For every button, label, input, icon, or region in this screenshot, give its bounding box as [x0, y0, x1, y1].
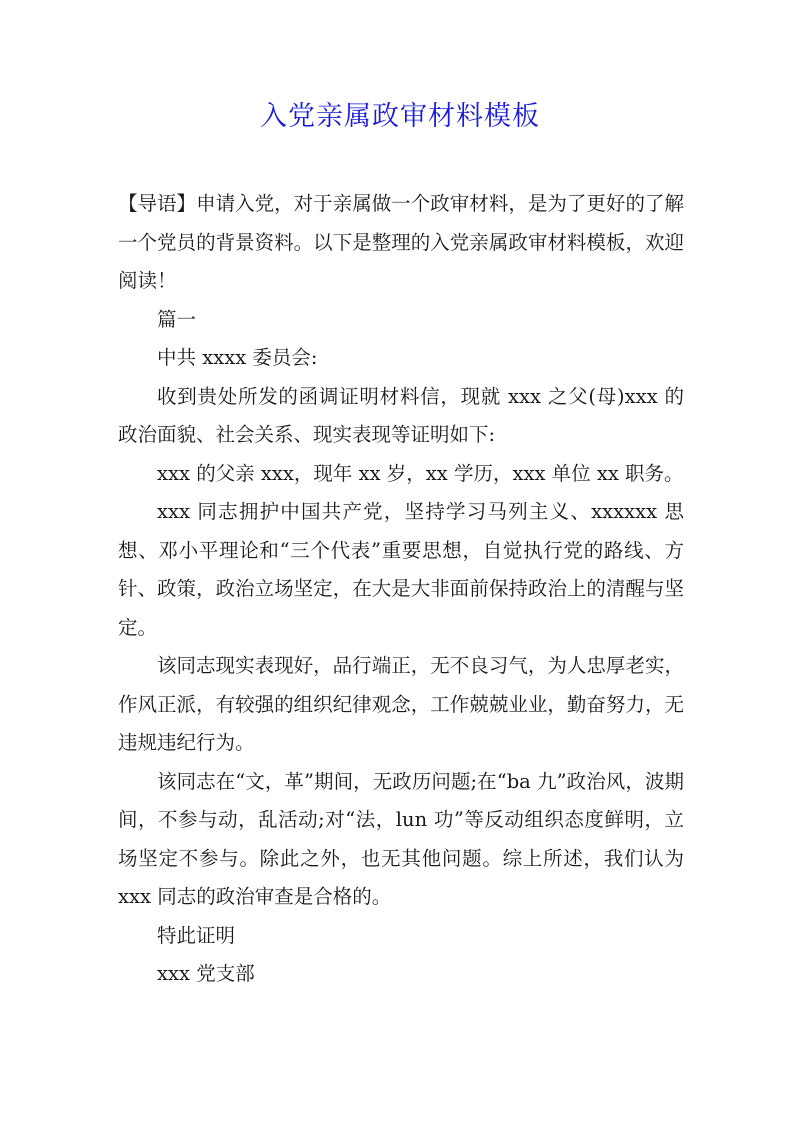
- body-paragraph: 该同志在“文，革”期间，无政历问题;在“ba 九”政治风，波期间，不参与动，乱活动;对“法，lun 功”等反动组织态度鲜明，立场坚定不参与。除此之外，也无其他问题。综上所述，我们认为 xxx 同志的政治审查是合格的。: [118, 769, 684, 908]
- body-paragraph: 收到贵处所发的函调证明材料信，现就 xxx 之父(母)xxx 的政治面貌、社会关系、现实表现等证明如下:: [118, 384, 684, 446]
- body-paragraph: xxx 的父亲 xxx，现年 xx 岁，xx 学历，xxx 单位 xx 职务。: [157, 461, 684, 485]
- document-body: [118, 185, 684, 994]
- section-heading: 篇一: [157, 307, 197, 331]
- document-title: 入党亲属政审材料模板: [260, 101, 540, 132]
- addressee: 中共 xxxx 委员会:: [157, 346, 318, 369]
- signature-line: xxx 党支部: [157, 962, 255, 985]
- intro-paragraph: 【导语】申请入党，对于亲属做一个政审材料，是为了更好的了解一个党员的背景资料。以下是整理的入党亲属政审材料模板，欢迎阅读！: [118, 192, 684, 292]
- closing-line: 特此证明: [157, 923, 236, 947]
- body-paragraph: 该同志现实表现好，品行端正，无不良习气，为人忠厚老实，作风正派，有较强的组织纪律观念，工作兢兢业业，勤奋努力，无违规违纪行为。: [118, 654, 684, 754]
- body-paragraph: xxx 同志拥护中国共产党，坚持学习马列主义、xxxxxx 思想、邓小平理论和“三个代表”重要思想，自觉执行党的路线、方针、政策，政治立场坚定，在大是大非面前保持政治上的清醒与坚定。: [118, 500, 684, 639]
